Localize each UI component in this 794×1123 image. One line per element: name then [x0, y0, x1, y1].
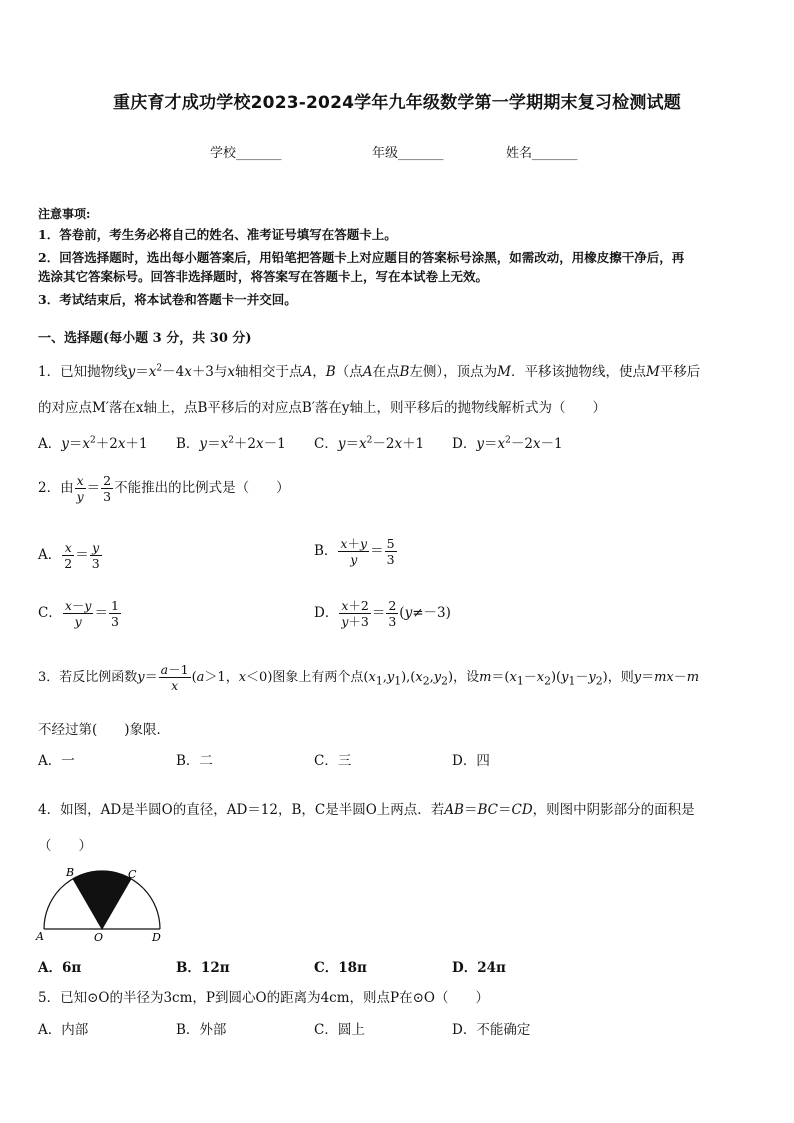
- label-a: A: [36, 930, 44, 943]
- q3-option-a[interactable]: A．一: [38, 753, 75, 769]
- q4-option-b[interactable]: B．12π: [176, 960, 230, 976]
- question-3-line-2: 不经过第( )象限．: [38, 722, 171, 738]
- q3-option-b[interactable]: B．二: [176, 753, 213, 769]
- school-field: [210, 142, 282, 161]
- note-item: 2．回答选择题时，选出每小题答案后，用铅笔把答题卡上对应题目的答案标号涂黑，如需改动，用橡皮擦干净后，再: [38, 250, 685, 265]
- section-heading: 一、选择题(每小题 3 分，共 30 分): [38, 331, 252, 346]
- q4-number: 4．: [38, 802, 61, 818]
- label-c: C: [128, 868, 137, 881]
- q5-number: 5．: [38, 990, 61, 1006]
- q4-option-c[interactable]: C．18π: [314, 960, 367, 976]
- school-label: 学校: [210, 146, 237, 161]
- q4-stem: 如图，AD是半圆O的直径，AD＝12，B，C是半圆O上两点．若: [60, 802, 445, 818]
- q1-option-a[interactable]: A．$y=x^2+2x+1$: [38, 435, 148, 452]
- name-label: 姓名: [506, 146, 533, 161]
- q1-stem: 已知抛物线$y=x^2-4x+3$与x轴相交于点A，B（点A在点B左侧），顶点为M．平移该抛物线，使点M平移后: [60, 363, 701, 380]
- q1-option-c[interactable]: C．$y=x^2-2x+1$: [314, 435, 425, 452]
- semicircle-figure: [34, 860, 169, 945]
- grade-field: [372, 142, 444, 161]
- q5-option-b[interactable]: B．外部: [176, 1022, 227, 1038]
- q4-option-d[interactable]: D．24π: [452, 960, 506, 976]
- q4-option-a[interactable]: A．6π: [38, 960, 82, 976]
- question-2-stem: 2．由 $\frac{x}{y}$ ＝ $\frac{2}{3}$ 不能推出的比例式是（ ）: [38, 473, 290, 504]
- question-1-line-1: [38, 360, 700, 380]
- q5-option-a[interactable]: A．内部: [38, 1022, 89, 1038]
- name-field: [506, 142, 578, 161]
- shaded-sector: [73, 871, 131, 929]
- question-5-stem: [38, 986, 489, 1006]
- q1-number: 1．: [38, 364, 61, 380]
- q5-stem: 已知⊙O的半径为3cm，P到圆心O的距离为4cm，则点P在⊙O（ ）: [60, 990, 489, 1006]
- q2-option-a[interactable]: A． $\frac{x}{2}$ ＝ $\frac{y}{3}$: [38, 540, 100, 571]
- q3-number: 3．: [38, 670, 60, 685]
- q2-option-b[interactable]: B． $\frac{x+y}{y}$ ＝ $\frac{5}{3}$: [314, 536, 395, 567]
- q2-stem-tail: 不能推出的比例式是（ ）: [114, 480, 290, 496]
- q2-option-c[interactable]: C． $\frac{x-y}{y}$ ＝ $\frac{1}{3}$: [38, 598, 119, 629]
- grade-blank: _______: [398, 146, 444, 161]
- note-item: 1．答卷前，考生务必将自己的姓名、准考证号填写在答题卡上。: [38, 227, 397, 242]
- q5-option-d[interactable]: D．不能确定: [452, 1022, 531, 1038]
- q4-stem-tail: ，则图中阴影部分的面积是: [532, 802, 695, 818]
- q2-option-d[interactable]: D． $\frac{x+2}{y+3}$ ＝ $\frac{2}{3}$ (y≠－3): [314, 598, 451, 629]
- question-3-line-1: 3．若反比例函数y＝ $\frac{a-1}{x}$ (a＞1，x＜0)图象上有两个点$(x_1,y_1),(x_2,y_2)$，设$m=(x_1-x_2)(y_1-y_2)$，则y＝mx－m: [38, 662, 700, 693]
- q1-option-b[interactable]: B．$y=x^2+2x-1$: [176, 435, 286, 452]
- question-4-line-1: [38, 798, 695, 818]
- q4-arcs: AB＝BC＝CD: [444, 802, 533, 818]
- q3-option-c[interactable]: C．三: [314, 753, 352, 769]
- q1-option-d[interactable]: D．$y=x^2-2x-1$: [452, 435, 563, 452]
- q2-number: 2．: [38, 480, 61, 496]
- grade-label: 年级: [372, 146, 399, 161]
- label-b: B: [66, 866, 75, 879]
- question-1-line-2: 的对应点M′落在x轴上，点B平移后的对应点B′落在y轴上，则平移后的抛物线解析式为（ ）: [38, 400, 607, 416]
- q3-option-d[interactable]: D．四: [452, 753, 490, 769]
- notes-heading: 注意事项:: [38, 207, 91, 221]
- label-d: D: [152, 931, 161, 944]
- label-o: O: [94, 931, 104, 944]
- school-blank: _______: [236, 146, 282, 161]
- note-item: 3．考试结束后，将本试卷和答题卡一并交回。: [38, 292, 297, 307]
- q5-option-c[interactable]: C．圆上: [314, 1022, 365, 1038]
- note-item: 选涂其它答案标号。回答非选择题时，将答案写在答题卡上，写在本试卷上无效。: [38, 269, 489, 284]
- name-blank: _______: [532, 146, 578, 161]
- q4-answer-paren: （ ）: [38, 838, 92, 854]
- page-title: 重庆育才成功学校2023-2024学年九年级数学第一学期期末复习检测试题: [113, 93, 681, 113]
